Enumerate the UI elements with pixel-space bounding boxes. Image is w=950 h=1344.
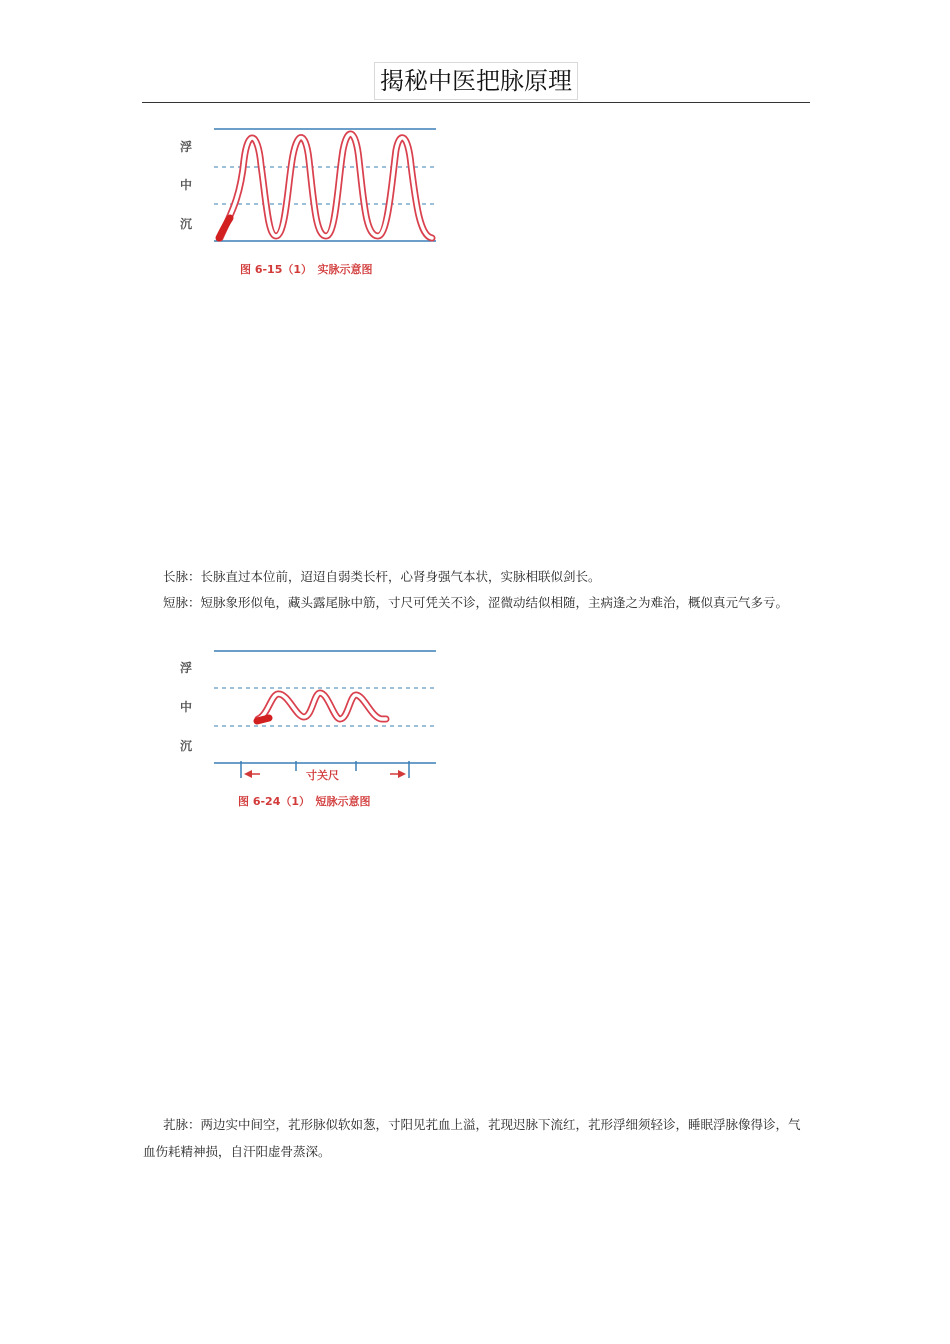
pulse-start-mark	[257, 718, 269, 721]
paragraph-chang-pulse: 长脉：长脉直过本位前，迢迢自弱类长杆，心肾身强气本状，实脉相联似剑长。	[163, 569, 601, 584]
page-title: 揭秘中医把脉原理	[374, 62, 578, 100]
label-zhong: 中	[180, 178, 193, 192]
shi-pulse-wave	[219, 134, 432, 238]
label-chen: 沉	[180, 739, 193, 753]
label-fu: 浮	[180, 661, 193, 675]
label-chen: 沉	[180, 217, 193, 231]
label-fu: 浮	[180, 140, 193, 154]
axis-label: 寸关尺	[306, 769, 339, 782]
paragraph-kou-pulse: 芤脉：两边实中间空，芤形脉似软如葱，寸阳见芤血上溢，芤现迟脉下流红，芤形浮细须轻诊，睡眠浮脉像得诊，气血伤耗精神损，自汗阳虚骨蒸深。	[143, 1117, 801, 1159]
page-header	[142, 60, 810, 103]
figure2-caption: 图 6-24（1） 短脉示意图	[238, 795, 371, 808]
paragraph-duan-pulse: 短脉：短脉象形似龟，藏头露尾脉中筋，寸尺可凭关不诊，涩微动结似相随，主病逢之为难治，概似真元气多亏。	[163, 595, 789, 610]
shi-pulse-diagram	[168, 120, 444, 285]
figure-duan-pulse	[168, 645, 444, 815]
duan-pulse-wave	[257, 693, 386, 721]
figure-shi-pulse	[168, 120, 444, 285]
label-zhong: 中	[180, 700, 193, 714]
cun-guan-chi-axis	[241, 761, 409, 782]
figure1-caption: 图 6-15（1） 实脉示意图	[240, 263, 373, 276]
duan-pulse-diagram	[168, 645, 444, 815]
